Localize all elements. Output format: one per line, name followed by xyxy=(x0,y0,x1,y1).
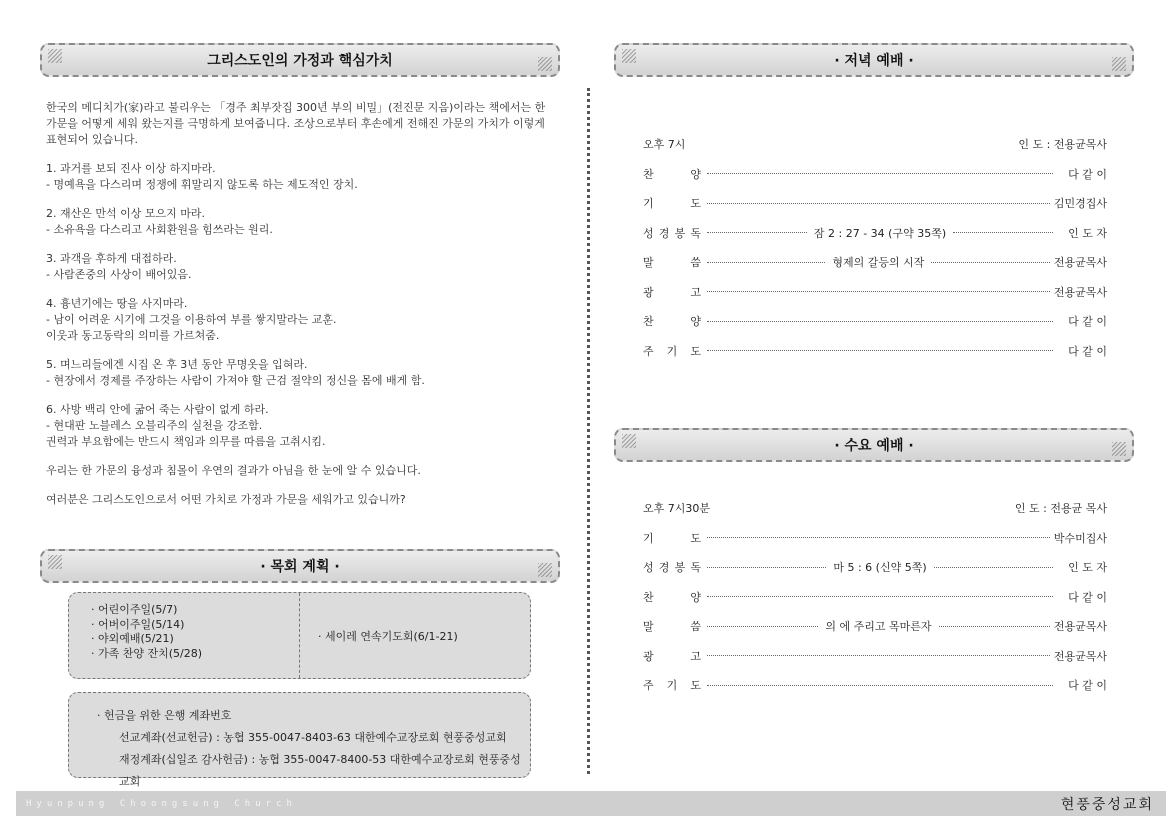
service-order-row xyxy=(643,159,1107,189)
service-item-person: 인 도 자 xyxy=(1068,226,1108,240)
family-value-item xyxy=(46,161,546,193)
service-item-label-char: 양 xyxy=(690,590,701,604)
service-item-label-char: 고 xyxy=(690,285,701,299)
dotted-leader xyxy=(707,232,807,233)
evening-service-time: 오후 7시 xyxy=(643,138,686,151)
service-item-label xyxy=(643,559,703,575)
service-item-label-char: 독 xyxy=(690,226,701,240)
dotted-leader xyxy=(707,626,818,627)
service-item-label xyxy=(643,343,703,359)
service-item-person: 다 같 이 xyxy=(1068,315,1107,329)
church-name-english: Hyunpung Choongsung Church xyxy=(26,798,297,809)
family-value-title: 1. 과거를 보되 진사 이상 하지마라. xyxy=(46,162,216,175)
service-item-label-char: 기 xyxy=(643,197,654,211)
evening-service-rows xyxy=(643,159,1107,366)
family-value-title: 5. 며느리들에겐 시집 온 후 3년 동안 무명옷을 입혀라. xyxy=(46,358,308,371)
service-item-label-char: 말 xyxy=(643,620,654,634)
family-value-title: 3. 과객을 후하게 대접하라. xyxy=(46,252,177,265)
service-item-label xyxy=(643,225,703,241)
service-item-label xyxy=(643,677,703,693)
evening-service-header xyxy=(643,134,1107,154)
footer-bar xyxy=(16,791,1166,816)
service-order-row xyxy=(643,336,1107,366)
family-value-item xyxy=(46,251,546,283)
dotted-leader xyxy=(707,596,1053,597)
dotted-leader xyxy=(707,567,826,568)
dotted-leader xyxy=(931,262,1049,263)
service-item-label xyxy=(643,589,703,605)
family-value-title: 2. 재산은 만석 이상 모으지 마라. xyxy=(46,207,205,220)
dotted-leader xyxy=(707,685,1053,686)
dotted-leader xyxy=(707,537,1050,538)
service-item-label-char: 경 xyxy=(658,561,670,575)
family-value-explanation: 권력과 부요함에는 반드시 책임과 의무를 따름을 고취시킴. xyxy=(46,435,326,448)
values-list xyxy=(46,161,546,450)
family-value-explanation: 이웃과 동고동락의 의미를 가르쳐줌. xyxy=(46,329,220,342)
family-value-title: 6. 사방 백리 안에 굶어 죽는 사람이 없게 하라. xyxy=(46,403,269,416)
dotted-leader xyxy=(934,567,1053,568)
page-divider xyxy=(587,88,590,774)
banner-corner-pattern xyxy=(622,434,636,448)
service-item-person: 다 같 이 xyxy=(1068,344,1107,358)
essay-closing-1: 우리는 한 가문의 융성과 침몰이 우연의 결과가 아님을 한 눈에 알 수 있습니다. xyxy=(46,464,421,477)
family-value-explanation: - 남이 어려운 시기에 그것을 이용하여 부를 쌓지말라는 교훈. xyxy=(46,313,337,326)
service-item-label-char: 기 xyxy=(666,344,678,358)
banner-corner-pattern xyxy=(622,49,636,63)
prayer-meeting-item: · 세이레 연속기도회(6/1-21) xyxy=(318,629,458,643)
dotted-leader xyxy=(707,321,1053,322)
family-value-explanation: - 사람존중의 사상이 배어있음. xyxy=(46,268,192,281)
family-value-title: 4. 흉년기에는 땅을 사지마라. xyxy=(46,297,188,310)
service-item-label xyxy=(643,254,703,270)
ministry-plan-item: · 야외예배(5/21) xyxy=(91,632,174,645)
service-item-person: 인 도 자 xyxy=(1068,561,1107,575)
ministry-plan-right xyxy=(299,593,530,678)
evening-service-order xyxy=(643,134,1107,366)
service-item-person: 박수미집사 xyxy=(1053,531,1107,545)
service-order-row xyxy=(643,277,1107,307)
evening-service-banner xyxy=(614,43,1134,77)
family-value-explanation: - 명예욕을 다스리며 정쟁에 휘말리지 않도록 하는 제도적인 장치. xyxy=(46,178,358,191)
evening-service-title: · 저녁 예배 · xyxy=(834,53,914,69)
banner-corner-pattern xyxy=(48,555,62,569)
ministry-plan-item: · 가족 찬양 잔치(5/28) xyxy=(91,646,203,660)
service-item-detail: 마 5 : 6 (신약 5쪽) xyxy=(833,561,927,575)
service-item-label-char: 도 xyxy=(690,679,701,693)
service-item-label-char: 찬 xyxy=(643,315,654,329)
service-item-person: 다 같 이 xyxy=(1068,679,1107,693)
bank-account-box xyxy=(68,692,531,788)
service-item-label-char: 찬 xyxy=(643,167,654,181)
dotted-leader xyxy=(707,173,1053,174)
wednesday-service-header xyxy=(643,498,1107,518)
service-order-row xyxy=(643,553,1107,583)
service-item-label-char: 찬 xyxy=(643,590,654,604)
service-order-row xyxy=(643,582,1107,612)
service-item-person: 전용균목사 xyxy=(1053,285,1107,299)
service-item-detail: 잠 2 : 27 - 34 (구약 35쪽) xyxy=(813,226,947,240)
family-values-banner xyxy=(40,43,560,77)
ministry-plan-banner xyxy=(40,549,560,583)
service-item-label-char: 봉 xyxy=(674,561,686,575)
service-item-label-char: 주 xyxy=(643,344,654,358)
service-item-label-char: 광 xyxy=(643,649,654,663)
service-item-person: 다 같 이 xyxy=(1068,590,1107,604)
service-item-label-char: 기 xyxy=(666,679,678,693)
banner-corner-pattern xyxy=(1112,442,1126,456)
service-item-label-char: 도 xyxy=(690,531,701,545)
service-item-label-char: 성 xyxy=(643,226,654,240)
service-item-label-char: 말 xyxy=(643,256,654,270)
dotted-leader xyxy=(953,232,1053,233)
service-item-detail: 형제의 갈등의 시작 xyxy=(832,256,925,270)
ministry-plan-list xyxy=(69,593,299,678)
service-item-person: 전용균목사 xyxy=(1053,620,1108,634)
dotted-leader xyxy=(707,203,1050,204)
service-item-label-char: 경 xyxy=(658,226,670,240)
church-name-korean: 현풍중성교회 xyxy=(1060,796,1154,813)
service-item-person: 다 같 이 xyxy=(1068,167,1107,181)
service-item-label-char: 성 xyxy=(643,561,654,575)
service-item-label-char: 양 xyxy=(690,315,701,329)
service-item-person: 전용균목사 xyxy=(1053,649,1107,663)
service-item-label-char: 독 xyxy=(690,561,701,575)
family-value-explanation: - 현장에서 경제를 주장하는 사람이 가져야 할 근검 절약의 정신을 몸에 배게 함. xyxy=(46,374,425,387)
bank-account-title: · 헌금을 위한 은행 계좌번호 xyxy=(97,709,232,722)
service-item-label-char: 기 xyxy=(643,531,654,545)
service-item-label xyxy=(643,195,703,211)
family-values-essay xyxy=(46,100,546,521)
service-order-row xyxy=(643,523,1107,553)
ministry-plan-item: · 어버이주일(5/14) xyxy=(91,617,185,631)
service-item-label xyxy=(643,618,703,634)
service-order-row xyxy=(643,189,1107,219)
service-item-label-char: 씀 xyxy=(690,620,701,634)
banner-corner-pattern xyxy=(48,49,62,63)
service-item-label xyxy=(643,648,703,664)
mission-account-line: 선교계좌(선교헌금) : 농협 355-0047-8403-63 대한예수교장로회 현풍중성교회 xyxy=(119,731,507,744)
banner-corner-pattern xyxy=(1112,57,1126,71)
dotted-leader xyxy=(707,262,825,263)
ministry-plan-box xyxy=(68,592,531,679)
service-item-person: 전용균목사 xyxy=(1053,256,1107,270)
family-value-explanation: - 현대판 노블레스 오블리주의 실천을 강조함. xyxy=(46,419,263,432)
service-order-row xyxy=(643,671,1107,701)
evening-service-leader: 인 도 : 전용균목사 xyxy=(1018,138,1107,151)
service-item-label-char: 주 xyxy=(643,679,654,693)
service-item-label xyxy=(643,313,703,329)
family-value-item xyxy=(46,357,546,389)
service-item-label xyxy=(643,166,703,182)
service-item-person: 김민경집사 xyxy=(1053,197,1107,211)
service-item-label-char: 양 xyxy=(690,167,701,181)
banner-corner-pattern xyxy=(538,57,552,71)
dotted-leader xyxy=(707,350,1053,351)
service-item-label-char: 도 xyxy=(690,197,701,211)
service-order-row xyxy=(643,307,1107,337)
service-order-row xyxy=(643,248,1107,278)
finance-account-line: 재정계좌(십일조 감사헌금) : 농협 355-0047-8400-53 대한예수교장로회 현풍중성교회 xyxy=(119,753,521,788)
service-order-row xyxy=(643,612,1107,642)
service-item-label xyxy=(643,530,703,546)
banner-corner-pattern xyxy=(538,563,552,577)
family-value-item xyxy=(46,296,546,344)
service-item-label xyxy=(643,284,703,300)
family-values-title: 그리스도인의 가정과 핵심가치 xyxy=(207,53,393,69)
essay-closing-2: 여러분은 그리스도인으로서 어떤 가치로 가정과 가문을 세워가고 있습니까? xyxy=(46,493,406,506)
service-order-row xyxy=(643,218,1107,248)
service-order-row xyxy=(643,641,1107,671)
wednesday-service-time: 오후 7시30분 xyxy=(643,502,710,515)
service-item-detail: 의 에 주리고 목마른자 xyxy=(825,620,932,634)
ministry-plan-item: · 어린이주일(5/7) xyxy=(91,603,178,616)
wednesday-service-banner xyxy=(614,428,1134,462)
wednesday-service-title: · 수요 예배 · xyxy=(834,438,914,454)
dotted-leader xyxy=(707,655,1050,656)
essay-intro: 한국의 메디치가(家)라고 불리우는 「경주 최부잣집 300년 부의 비밀」(전진문 지음)이라는 책에서는 한 가문을 어떻게 세워 왔는지를 극명하게 보여줍니다. 조상으로부터 후손에게 전해진 가문의 가치가 이렇게 표현되어 있습니다. xyxy=(46,101,546,146)
family-value-item xyxy=(46,206,546,238)
ministry-plan-title: · 목회 계획 · xyxy=(260,559,340,575)
service-item-label-char: 씀 xyxy=(690,256,701,270)
dotted-leader xyxy=(707,291,1050,292)
wednesday-service-order xyxy=(643,498,1107,700)
service-item-label-char: 고 xyxy=(690,649,701,663)
wednesday-service-leader: 인 도 : 전용균 목사 xyxy=(1014,502,1107,515)
family-value-item xyxy=(46,402,546,450)
service-item-label-char: 광 xyxy=(643,285,654,299)
dotted-leader xyxy=(939,626,1050,627)
service-item-label-char: 봉 xyxy=(674,226,686,240)
family-value-explanation: - 소유욕을 다스리고 사회환원을 힘쓰라는 원리. xyxy=(46,223,273,236)
service-item-label-char: 도 xyxy=(690,344,701,358)
wednesday-service-rows xyxy=(643,523,1107,700)
